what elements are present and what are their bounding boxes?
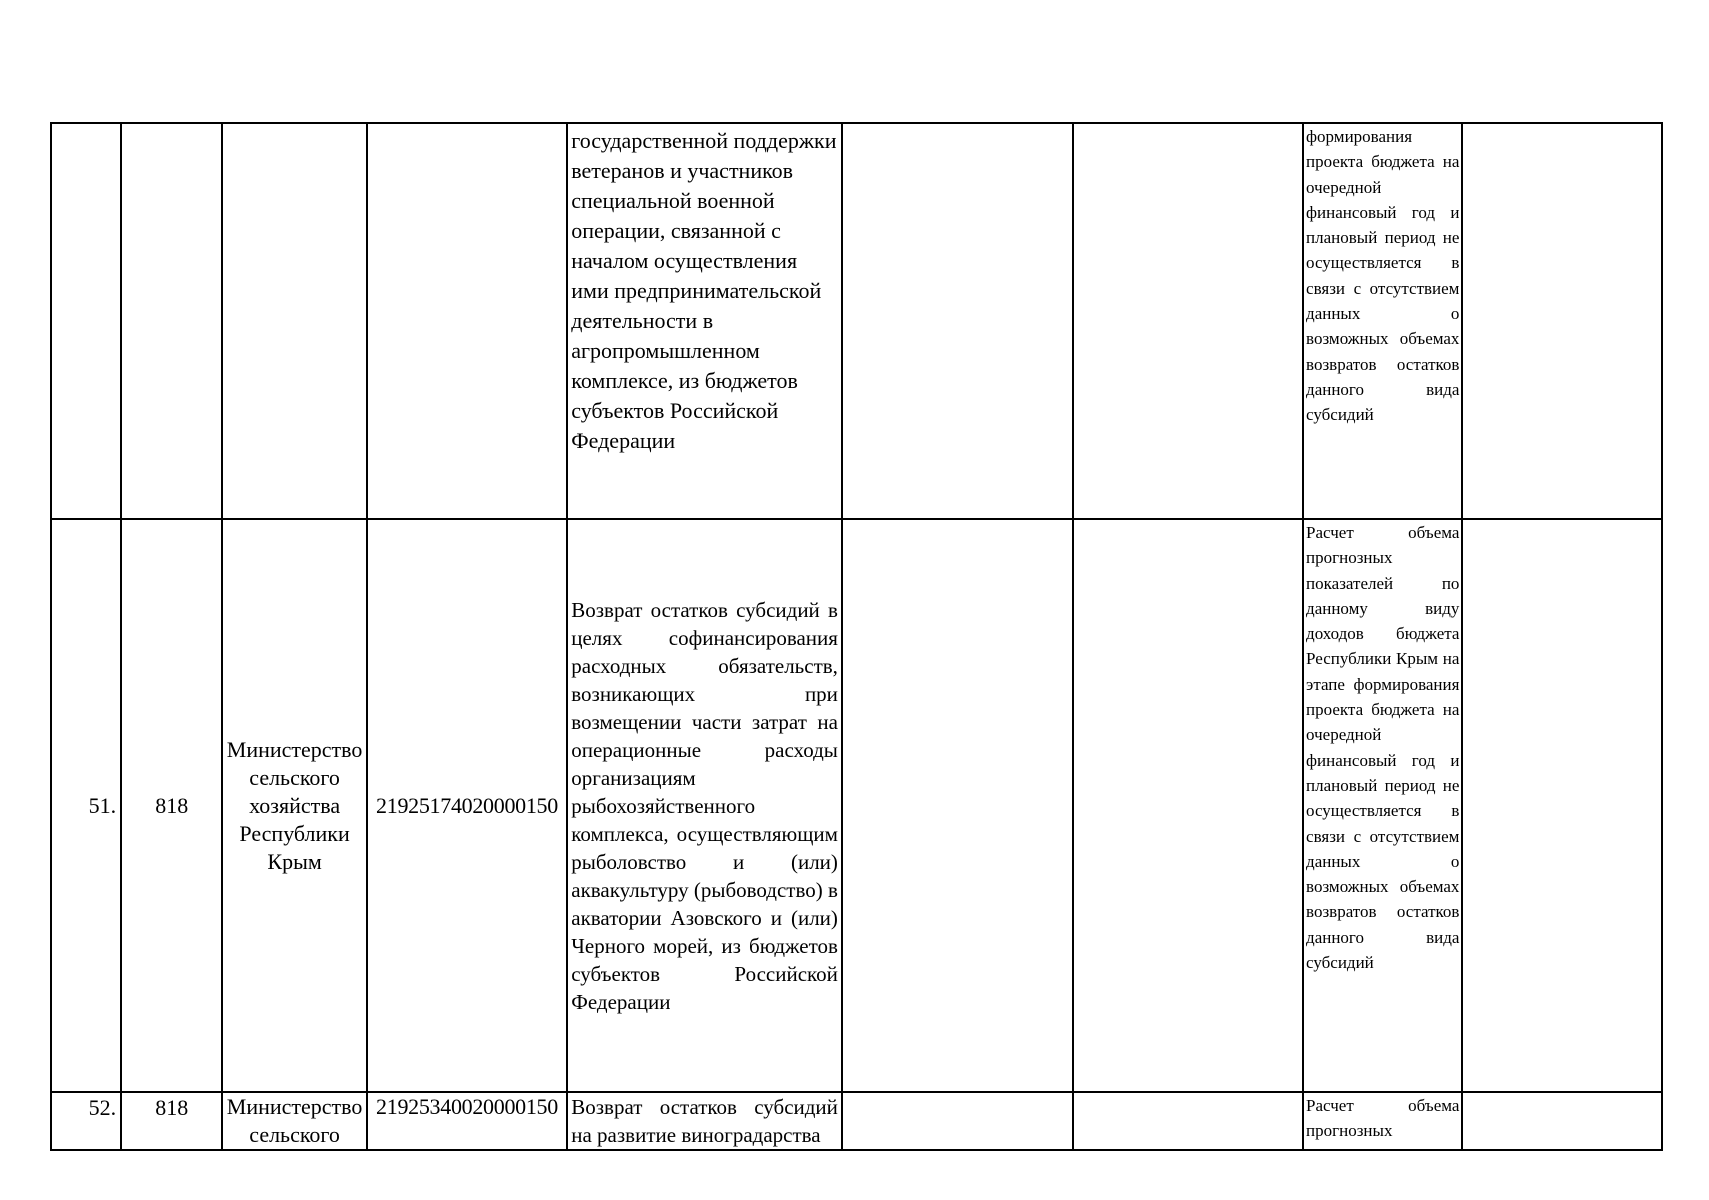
row-number-cell [51,123,121,519]
admin-code-cell: 818 [121,519,222,1092]
row-number-cell: 51. [51,519,121,1092]
empty-cell [842,519,1074,1092]
row-number-cell: 52. [51,1092,121,1150]
calculation-note-text: Расчет объема прогнозных показателей по данному виду доходов бюджета Республики Крым на этапе формирования проекта бюджета на очередной финансовый год и плановый период не осуществляется в связи с отсутствием данных о возможных объемах возвратов остатков данного вида субсидий [1306,523,1460,973]
kbk-code-cell [367,123,567,519]
calculation-note-text: формирования проекта бюджета на очередной финансовый год и плановый период не осуществляется в связи с отсутствием данных о возможных объемах возвратов остатков данного вида субсидий [1306,127,1460,425]
calculation-note-cell [1303,123,1462,519]
admin-code-cell: 818 [121,1092,222,1150]
table-row [51,123,1662,519]
revenue-name-text: государственной поддержки ветеранов и участников специальной военной операции, связанной с началом осуществления ими предпринимательской деятельности в агропромышленном комплексе, из бюджетов субъектов Российской Федерации [571,128,837,453]
revenue-name-cell [567,519,842,1092]
revenue-name-cell [567,1092,842,1150]
organization-cell: Министерство сельского хозяйства Республики Крым [222,519,366,1092]
revenue-name-cell [567,123,842,519]
organization-cell: Министерство сельского [222,1092,366,1150]
empty-cell [1462,123,1662,519]
calculation-note-cell [1303,519,1462,1092]
empty-cell [1462,519,1662,1092]
kbk-code-cell: 21925174020000150 [367,519,567,1092]
calculation-note-cell [1303,1092,1462,1150]
empty-cell [1073,123,1303,519]
empty-cell [842,123,1074,519]
calculation-note-text: Расчет объема прогнозных [1306,1096,1460,1141]
kbk-code-cell: 21925340020000150 [367,1092,567,1150]
table-row [51,1092,1662,1150]
empty-cell [1073,519,1303,1092]
table-row [51,519,1662,1092]
empty-cell [1462,1092,1662,1150]
revenue-name-text: Возврат остатков субсидий в целях софинансирования расходных обязательств, возникающих при возмещении части затрат на операционные расходы организациям рыбохозяйственного комплекса, осуществляющим рыболовство и (или) аквакультуру (рыбоводство) в акватории Азовского и (или) Черного морей, из бюджетов субъектов Российской Федерации [571,597,838,1014]
empty-cell [842,1092,1074,1150]
empty-cell [1073,1092,1303,1150]
admin-code-cell [121,123,222,519]
organization-cell [222,123,366,519]
revenue-table [50,122,1663,1151]
revenue-name-text: Возврат остатков субсидий на развитие виноградарства [571,1095,838,1147]
